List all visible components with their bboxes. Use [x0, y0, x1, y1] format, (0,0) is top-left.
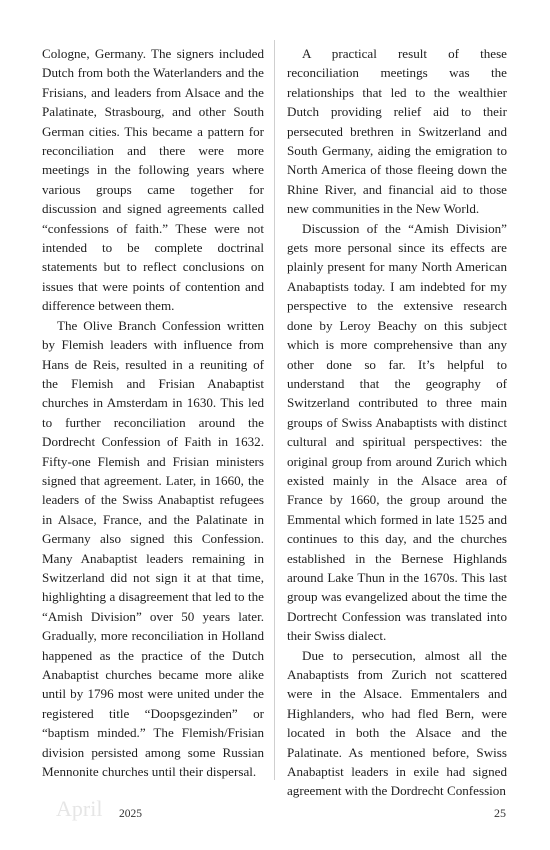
left-paragraph-1: Cologne, Germany. The signers included Dutch from both the Waterlanders and the Frisians, and leaders from Alsace and the Palatinate, Strasbourg, and other South German cities. This became a pattern for reconciliation and there were more meetings in the following years where various groups came together for discussion and signed agreements called “confessions of faith.” These were not intended to be complete doctrinal statements but to reflect conclusions on issues that were points of contention and difference between them.: [42, 46, 264, 314]
footer-year: 2025: [119, 808, 142, 820]
right-paragraph-3: Due to persecution, almost all the Anabaptists from Zurich not scattered were in the Alsace. Emmentalers and Highlanders, who had fled Bern, were located in both the Alsace and the Palatinate. As mentioned before, Swiss Anabaptist leaders in exile had signed agreement with the Dordrecht Confession: [287, 647, 507, 799]
footer-month: April: [56, 796, 103, 821]
right-paragraph-1: A practical result of these reconciliation meetings was the relationships that led to the wealthier Dutch providing relief aid to their persecuted brethren in Switzerland and South Germany, aiding the emigration to North America of those fleeing down the Rhine River, and financial aid to those new communities in the New World.: [287, 46, 507, 217]
page-number: 25: [494, 806, 506, 820]
column-divider: [274, 40, 275, 780]
left-column: [42, 44, 264, 781]
left-paragraph-2: The Olive Branch Confession written by Flemish leaders with influence from Hans de Reis, resulted in a reuniting of the Flemish and Frisian Anabaptist churches in Amsterdam in 1630. This led to further reconciliation around the Dordrecht Confession of Faith in 1632. Fifty-one Flemish and Frisian ministers signed that agreement. Later, in 1660, the leaders of the Swiss Anabaptist refugees in Alsace, France, and the Palatinate in Germany also signed this Confession. Many Anabaptist leaders remaining in Switzerland did not sign it at that time, highlighting a disagreement that led to the “Amish Division” over 50 years later. Gradually, more reconciliation in Holland happened as the practice of the Dutch Anabaptist churches became more alike until by 1796 most were united under the registered title “Doopsgezinden” or “baptism minded.” The Flemish/Frisian division persisted among some Russian Mennonite churches until their dispersal.: [42, 317, 264, 780]
right-column: [287, 44, 507, 801]
right-paragraph-2: Discussion of the “Amish Division” gets more personal since its effects are plainly present for many North American Anabaptists today. I am indebted for my perspective to the extensive research done by Leroy Beachy on this subject which is more comprehensive than any other done so far. It’s helpful to understand that the geography of Switzerland contributed to three main groups of Swiss Anabaptists with distinct cultural and spiritual perspectives: the original group from around Zurich which existed mainly in the Alsace area of France by 1660, the group around the Emmental which formed in late 1525 and continues to this day, and the churches established in the Bernese Highlands around Lake Thun in the 1670s. This last group was evangelized about the time the Dortrecht Confession was translated into their Swiss dialect.: [287, 220, 507, 644]
